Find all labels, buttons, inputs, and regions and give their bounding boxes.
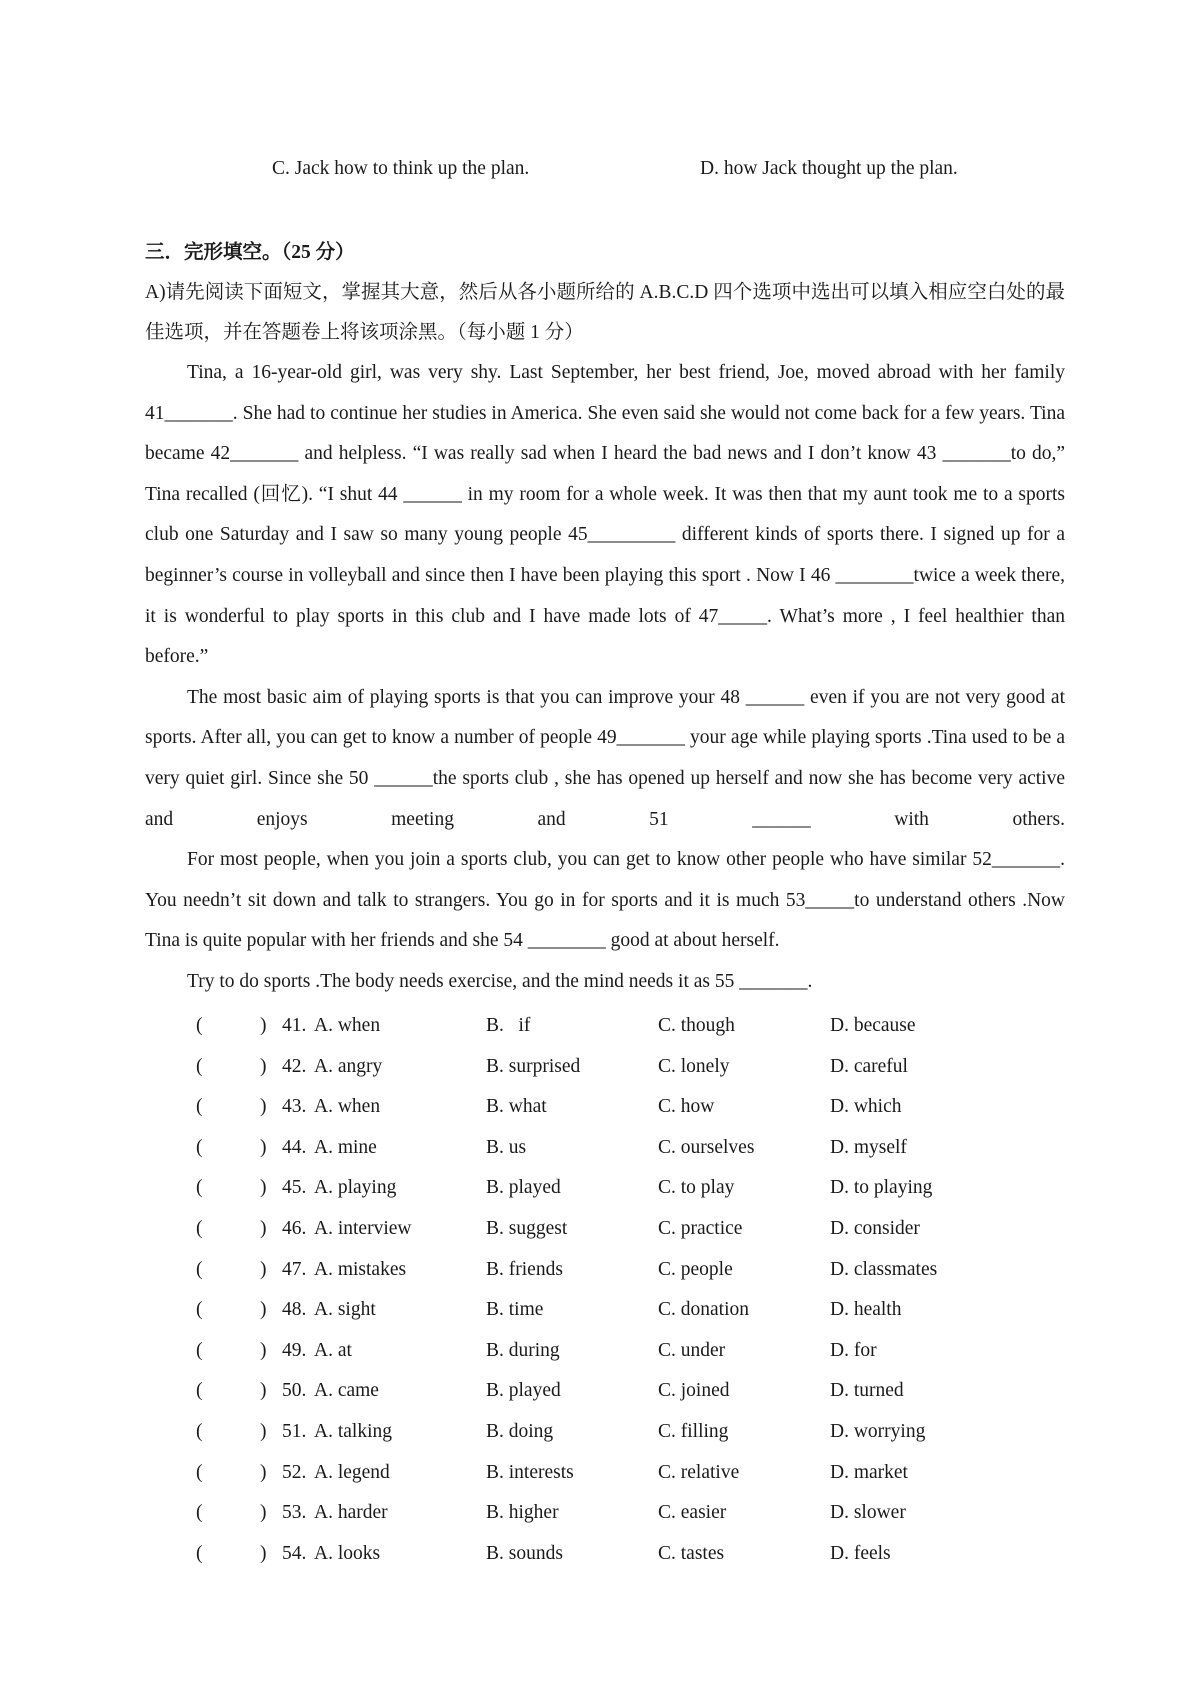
option-b: B. played xyxy=(486,1380,561,1402)
answer-paren-close: ) xyxy=(260,1217,267,1239)
question-row xyxy=(196,1047,1016,1088)
answer-paren-close: ) xyxy=(260,1177,267,1199)
answer-paren-close: ) xyxy=(260,1380,267,1402)
option-d: D. to playing xyxy=(830,1177,933,1199)
option-d: D. myself xyxy=(830,1136,907,1158)
answer-paren-close: ) xyxy=(260,1015,267,1036)
answer-paren-open: ( xyxy=(196,1299,203,1321)
option-b: B. suggest xyxy=(486,1217,568,1239)
question-row xyxy=(196,1534,1016,1575)
option-b: B. sounds xyxy=(486,1542,563,1564)
option-d: D. for xyxy=(830,1339,877,1361)
answer-paren-open: ( xyxy=(196,1542,203,1564)
question-number: 41. xyxy=(282,1015,307,1036)
option-d: D. careful xyxy=(830,1055,908,1077)
option-a: A. harder xyxy=(314,1502,388,1524)
answer-paren-open: ( xyxy=(196,1096,203,1118)
option-c: C. practice xyxy=(658,1217,743,1239)
answer-paren-open: ( xyxy=(196,1055,203,1077)
passage-paragraph: The most basic aim of playing sports is that you can improve your 48 ______ even if you are not very good at sports. After all, you can get to know a number of people 49_______ your age while playing sports .Tina used to be a very quiet girl. Since she 50 ______the sports club , she has opened up herself and now she has become very active and enjoys meeting and 51 ______ with others. xyxy=(145,686,1065,830)
question-number: 44. xyxy=(282,1136,307,1158)
option-c: C. ourselves xyxy=(658,1136,755,1158)
option-d: D. health xyxy=(830,1299,902,1321)
option-b: B. played xyxy=(486,1177,561,1199)
option-c: C. lonely xyxy=(658,1055,730,1077)
option-b: B. higher xyxy=(486,1502,559,1524)
option-d: D. turned xyxy=(830,1380,904,1402)
question-number: 52. xyxy=(282,1461,307,1483)
option-c-text: C. Jack how to think up the plan. xyxy=(272,158,530,179)
answer-paren-close: ) xyxy=(260,1055,267,1077)
question-number: 50. xyxy=(282,1380,307,1402)
option-a: A. interview xyxy=(314,1217,412,1239)
question-row xyxy=(196,1371,1016,1412)
option-a: A. legend xyxy=(314,1461,390,1483)
question-row xyxy=(196,1453,1016,1494)
passage-paragraph: Try to do sports .The body needs exercise, and the mind needs it as 55 _______. xyxy=(187,970,813,992)
option-d: D. market xyxy=(830,1461,908,1483)
option-b: B. us xyxy=(486,1136,527,1158)
question-row xyxy=(196,1290,1016,1331)
question-number: 48. xyxy=(282,1299,307,1321)
option-a: A. mistakes xyxy=(314,1258,407,1280)
question-row xyxy=(196,1412,1016,1453)
question-row xyxy=(196,1006,1016,1047)
question-number: 42. xyxy=(282,1055,307,1077)
question-row xyxy=(196,1128,1016,1169)
answer-paren-close: ) xyxy=(260,1258,267,1280)
answer-paren-close: ) xyxy=(260,1299,267,1321)
section-instructions: A)请先阅读下面短文，掌握其大意，然后从各小题所给的 A.B.C.D 四个选项中选出可以填入相应空白处的最佳选项，并在答题卷上将该项涂黑。（每小题 1 分） xyxy=(145,282,1065,343)
option-c: C. filling xyxy=(658,1420,729,1442)
question-number: 53. xyxy=(282,1502,307,1524)
question-row xyxy=(196,1493,1016,1534)
question-row xyxy=(196,1209,1016,1250)
option-c: C. joined xyxy=(658,1380,730,1402)
answer-paren-close: ) xyxy=(260,1542,267,1564)
cloze-passage xyxy=(145,353,1065,1003)
answer-paren-open: ( xyxy=(196,1380,203,1402)
option-b: B. time xyxy=(486,1299,544,1321)
option-c: C. under xyxy=(658,1339,726,1361)
option-d: D. feels xyxy=(830,1542,891,1564)
question-number: 51. xyxy=(282,1420,307,1442)
option-b: B. surprised xyxy=(486,1055,581,1077)
answer-paren-open: ( xyxy=(196,1258,203,1280)
option-a: A. when xyxy=(314,1096,381,1118)
answer-paren-close: ) xyxy=(260,1461,267,1483)
section-title: 三．完形填空。（25 分） xyxy=(145,242,355,263)
option-b: B. if xyxy=(486,1015,531,1036)
question-number: 47. xyxy=(282,1258,307,1280)
option-a: A. looks xyxy=(314,1542,381,1564)
option-a: A. mine xyxy=(314,1136,377,1158)
option-a: A. came xyxy=(314,1380,379,1402)
question-row xyxy=(196,1168,1016,1209)
option-b: B. what xyxy=(486,1096,547,1118)
option-d: D. consider xyxy=(830,1217,920,1239)
passage-paragraph: Tina, a 16-year-old girl, was very shy. Last September, her best friend, Joe, moved abroad with her family 41_______. She had to continue her studies in America. She even said she would not come back for a few years. Tina became 42_______ and helpless. “I was really sad when I heard the bad news and I don’t know 43 _______to do,” Tina recalled (回忆). “I shut 44 ______ in my room for a whole week. It was then that my aunt took me to a sports club one Saturday and I saw so many young people 45_________ different kinds of sports there. I signed up for a beginner’s course in volleyball and since then I have been playing this sport . Now I 46 ________twice a week there, it is wonderful to play sports in this club and I have made lots of 47_____. What’s more , I feel healthier than before.” xyxy=(145,362,1065,668)
passage-paragraph: For most people, when you join a sports club, you can get to know other people who have similar 52_______. You needn’t sit down and talk to strangers. You go in for sports and it is much 53_____to understand others .Now Tina is quite popular with her friends and she 54 ________ good at about herself. xyxy=(145,849,1065,952)
question-number: 43. xyxy=(282,1096,307,1118)
question-number: 46. xyxy=(282,1217,307,1239)
option-c: C. to play xyxy=(658,1177,735,1199)
question-list xyxy=(196,1006,1016,1574)
option-c: C. how xyxy=(658,1096,715,1118)
question-row xyxy=(196,1331,1016,1372)
answer-paren-close: ) xyxy=(260,1420,267,1442)
question-number: 49. xyxy=(282,1339,307,1361)
option-d: D. slower xyxy=(830,1502,906,1524)
option-c: C. donation xyxy=(658,1299,749,1321)
question-row xyxy=(196,1250,1016,1291)
option-b: B. doing xyxy=(486,1420,554,1442)
option-c: C. tastes xyxy=(658,1542,725,1564)
option-d: D. worrying xyxy=(830,1420,926,1442)
answer-paren-open: ( xyxy=(196,1136,203,1158)
answer-paren-close: ) xyxy=(260,1339,267,1361)
question-number: 54. xyxy=(282,1542,307,1564)
previous-question-options xyxy=(272,158,1032,184)
option-d: D. which xyxy=(830,1096,902,1118)
question-row xyxy=(196,1087,1016,1128)
option-a: A. sight xyxy=(314,1299,376,1321)
question-number: 45. xyxy=(282,1177,307,1199)
option-a: A. playing xyxy=(314,1177,397,1199)
answer-paren-close: ) xyxy=(260,1502,267,1524)
answer-paren-close: ) xyxy=(260,1136,267,1158)
answer-paren-close: ) xyxy=(260,1096,267,1118)
option-b: B. during xyxy=(486,1339,560,1361)
option-a: A. when xyxy=(314,1015,381,1036)
answer-paren-open: ( xyxy=(196,1339,203,1361)
option-c: C. easier xyxy=(658,1502,727,1524)
option-b: B. friends xyxy=(486,1258,563,1280)
option-b: B. interests xyxy=(486,1461,574,1483)
answer-paren-open: ( xyxy=(196,1015,203,1036)
option-d: D. classmates xyxy=(830,1258,938,1280)
option-a: A. at xyxy=(314,1339,352,1361)
option-d: D. because xyxy=(830,1015,916,1036)
answer-paren-open: ( xyxy=(196,1420,203,1442)
answer-paren-open: ( xyxy=(196,1461,203,1483)
option-a: A. angry xyxy=(314,1055,383,1077)
option-a: A. talking xyxy=(314,1420,392,1442)
option-c: C. people xyxy=(658,1258,733,1280)
answer-paren-open: ( xyxy=(196,1502,203,1524)
option-c: C. relative xyxy=(658,1461,740,1483)
answer-paren-open: ( xyxy=(196,1177,203,1199)
option-c: C. though xyxy=(658,1015,735,1036)
answer-paren-open: ( xyxy=(196,1217,203,1239)
option-d-text: D. how Jack thought up the plan. xyxy=(700,158,958,179)
